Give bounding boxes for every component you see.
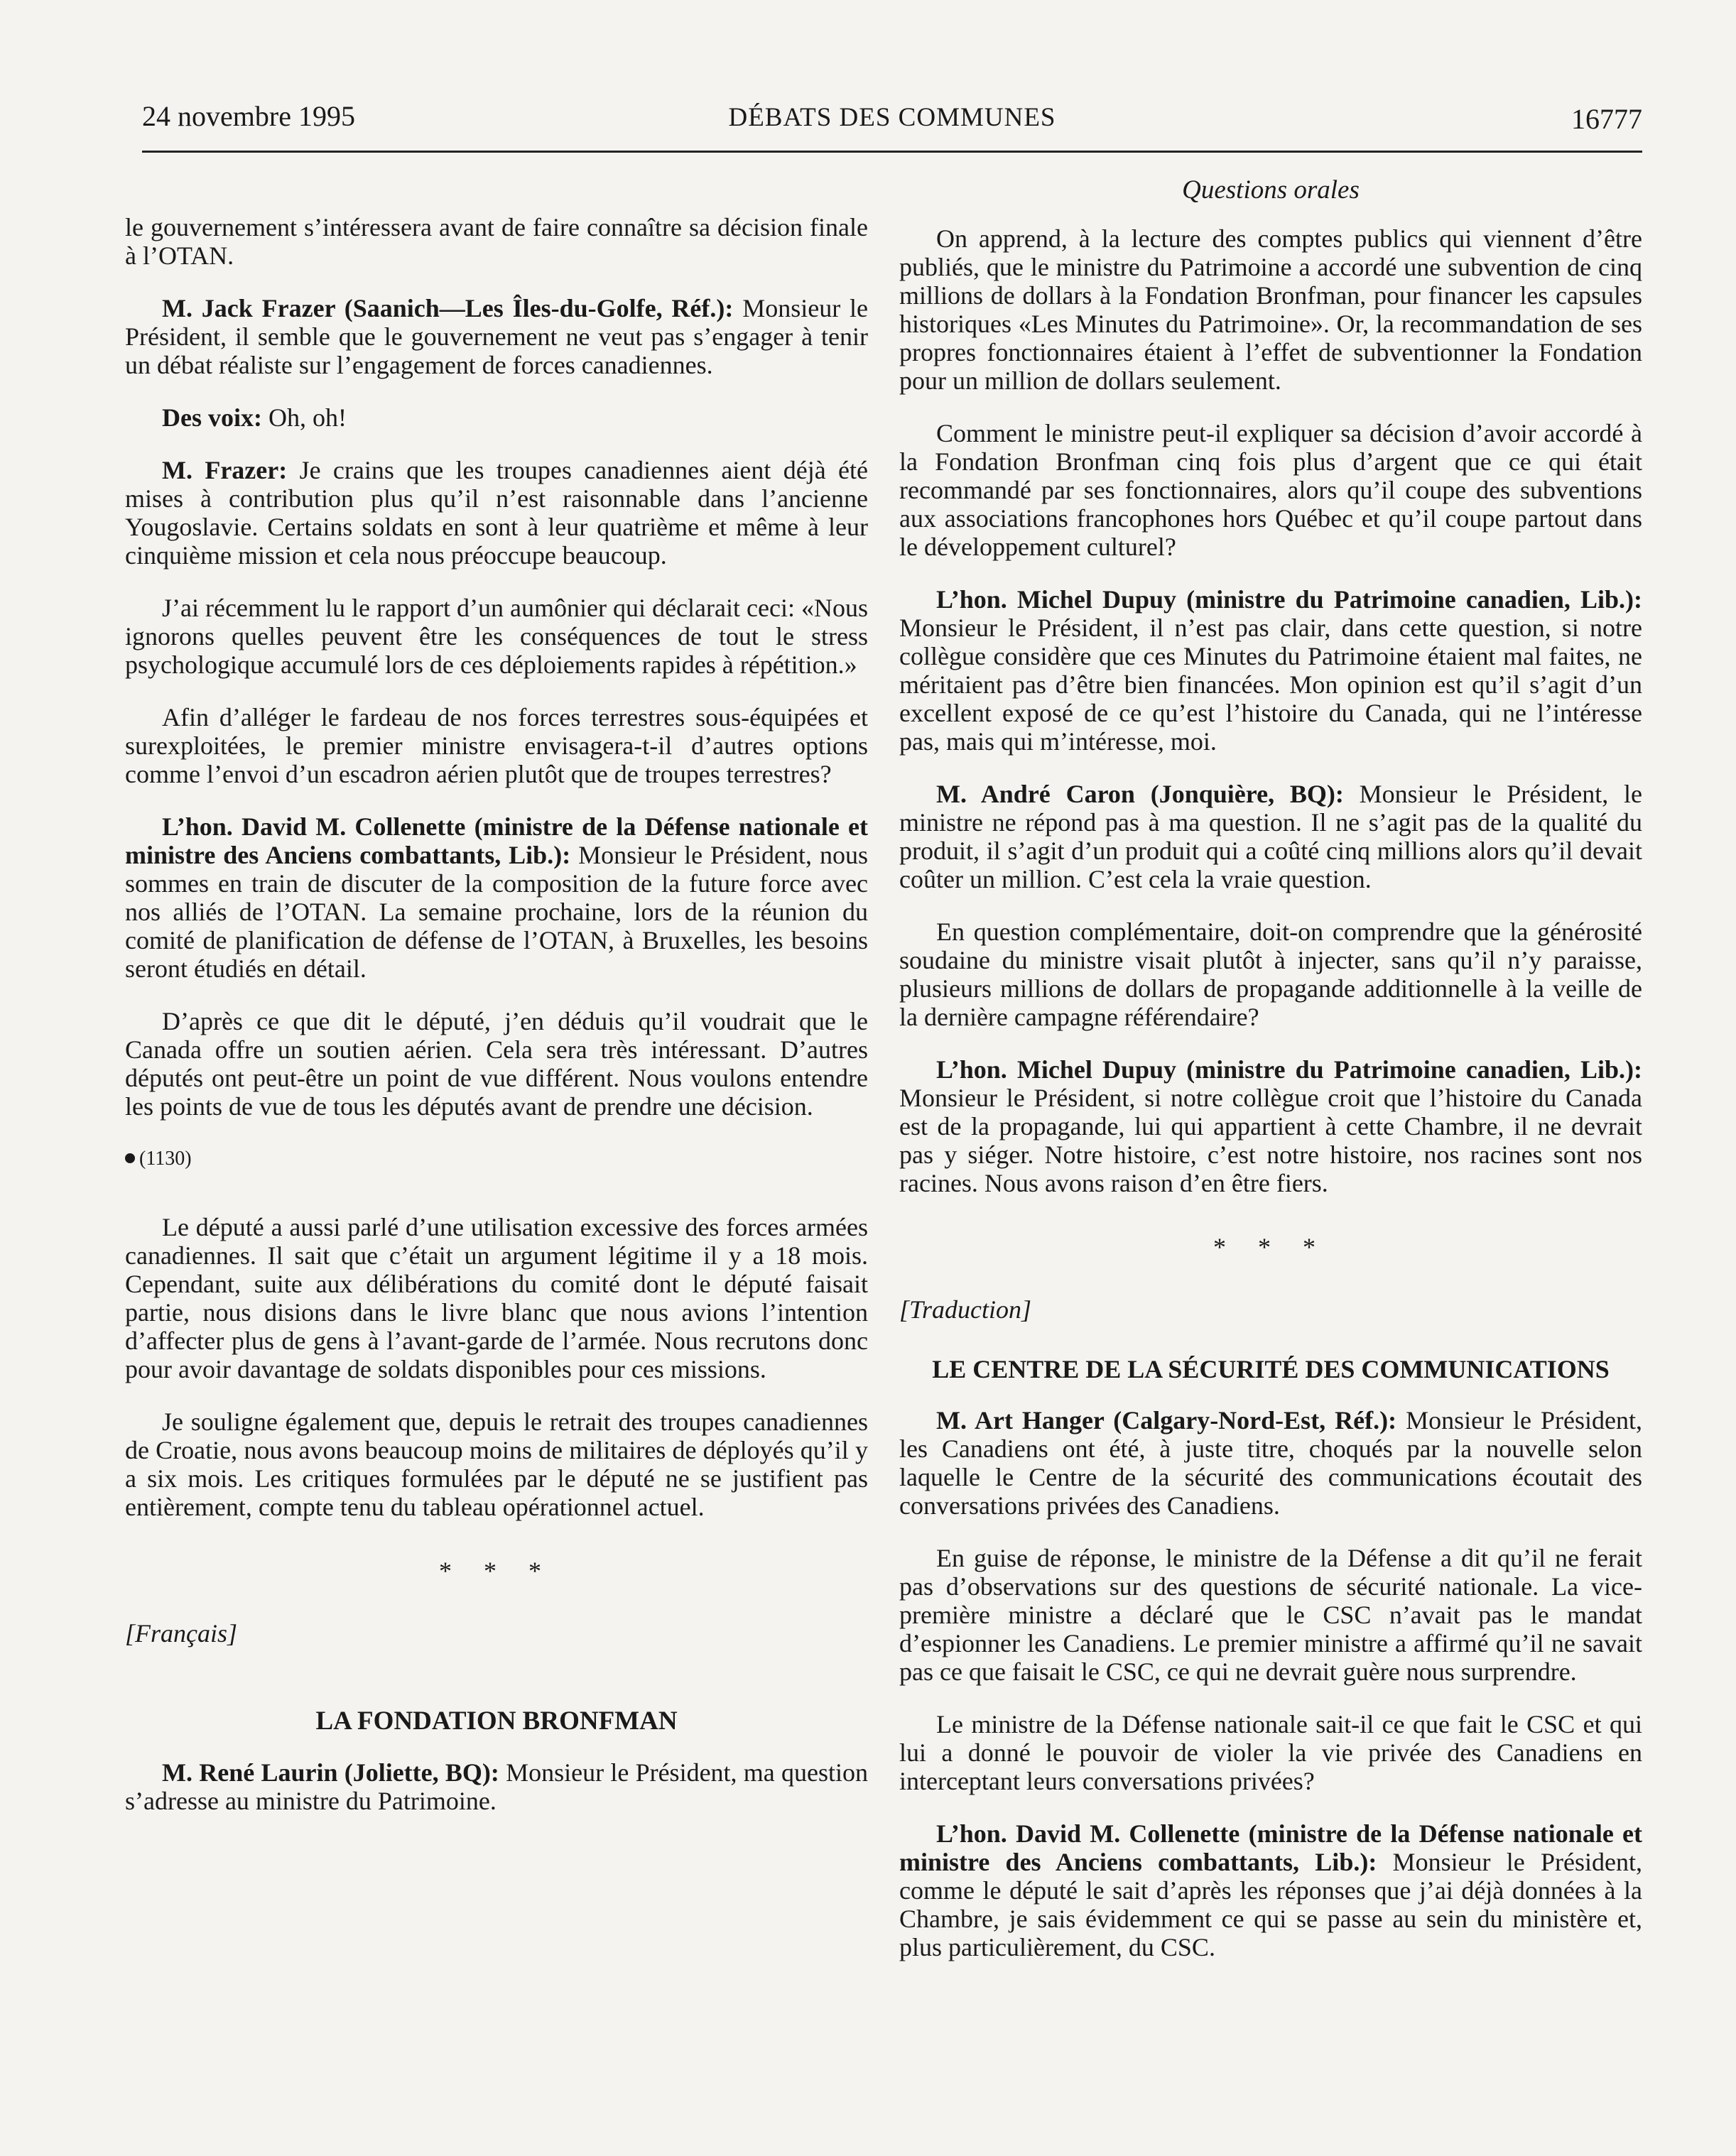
paragraph: Afin d’alléger le fardeau de nos forces terrestres sous-équipées et surexploitées, le premier ministre envisagera-t-il d’autres options comme l’envoi d’un escadron aérien plutôt que de troupes terrestres? xyxy=(125,703,868,788)
time-marker xyxy=(125,1145,868,1173)
speaker-name: L’hon. David M. Collenette (ministre de la Défense nationale et ministre des Anciens combattants, Lib.): xyxy=(899,1819,1642,1876)
paragraph xyxy=(125,812,868,983)
speech-text: Monsieur le Président, comme le député le sait d’après les réponses que j’ai déjà données à la Chambre, je sais évidemment ce qui se passe au sein du ministère et, plus particulièrement, du CSC. xyxy=(899,1848,1642,1961)
paragraph xyxy=(125,403,868,432)
speaker-name: Des voix: xyxy=(162,403,262,432)
speaker-name: M. Frazer: xyxy=(162,456,288,484)
paragraph: Comment le ministre peut-il expliquer sa décision d’avoir accordé à la Fondation Bronfman cinq fois plus d’argent que ce qui était recommandé par ses fonctionnaires, alors qu’il coupe des subventions aux associations francophones hors Québec et qu’il coupe partout dans le développement culturel? xyxy=(899,419,1642,561)
speech-text: Monsieur le Président, si notre collègue croit que l’histoire du Canada est de la propagande, lui qui appartient à cette Chambre, il ne devrait pas y siéger. Notre histoire, c’est notre histoire, nos racines sont nos racines. Nous avons raison d’en être fiers. xyxy=(899,1084,1642,1197)
speaker-name: L’hon. Michel Dupuy (ministre du Patrimoine canadien, Lib.): xyxy=(936,1055,1642,1084)
paragraph xyxy=(899,1406,1642,1520)
paragraph: En guise de réponse, le ministre de la Défense a dit qu’il ne ferait pas d’observations sur des questions de sécurité nationale. La vice-première ministre a déclaré que le CSC n’avait pas le mandat d’espionner les Canadiens. Le premier ministre a affirmé qu’il ne savait pas ce que faisait le CSC, ce qui ne devrait guère nous surprendre. xyxy=(899,1544,1642,1686)
paragraph xyxy=(125,294,868,379)
speaker-name: L’hon. Michel Dupuy (ministre du Patrimoine canadien, Lib.): xyxy=(936,585,1642,614)
paragraph: On apprend, à la lecture des comptes publics qui viennent d’être publiés, que le ministre du Patrimoine a accordé une subvention de cinq millions de dollars à la Fondation Bronfman, pour financer les capsules historiques «Les Minutes du Patrimoine». Or, la recommandation de ses propres fonctionnaires étaient à l’effet de subventionner la Fondation pour un million de dollars seulement. xyxy=(899,224,1642,395)
speech-text: Monsieur le Président, il semble que le gouvernement ne veut pas s’engager à tenir un débat réaliste sur l’engagement de forces canadiennes. xyxy=(125,294,869,379)
paragraph xyxy=(125,1758,868,1815)
paragraph: D’après ce que dit le député, j’en déduis qu’il voudrait que le Canada offre un soutien aérien. Cela sera très intéressant. D’autres députés ont peut-être un point de vue différent. Nous voulons entendre les points de vue de tous les députés avant de prendre une décision. xyxy=(125,1007,868,1121)
section-heading: LA FONDATION BRONFMAN xyxy=(315,1706,678,1736)
speech-text: Oh, oh! xyxy=(261,403,347,432)
paragraph xyxy=(899,585,1642,756)
header-publication: DÉBATS DES COMMUNES xyxy=(728,103,1056,132)
paragraph: Le ministre de la Défense nationale sait-il ce que fait le CSC et qui lui a donné le pouvoir de violer la vie privée des Canadiens en interceptant leurs conversations privées? xyxy=(899,1710,1642,1795)
paragraph: Le député a aussi parlé d’une utilisation excessive des forces armées canadiennes. Il sait que c’était un argument légitime il y a 18 mois. Cependant, suite aux délibérations du comité dont le député faisait partie, nous disions dans le livre blanc que nous avions l’intention d’affecter plus de gens à l’avant-garde de l’armée. Nous recrutons donc pour avoir davantage de soldats disponibles pour ces missions. xyxy=(125,1213,868,1383)
speech-text: Je crains que les troupes canadiennes aient déjà été mises à contribution plus qu’il n’est raisonnable dans l’ancienne Yougoslavie. Certains soldats en sont à leur quatrième et même à leur cinquième mission et cela nous préoccupe beaucoup. xyxy=(125,456,868,570)
time-marker-text: (1130) xyxy=(139,1148,192,1170)
speech-text: Monsieur le Président, ma question s’adresse au ministre du Patrimoine. xyxy=(125,1758,869,1815)
speaker-name: M. Jack Frazer (Saanich—Les Îles-du-Golfe, Réf.): xyxy=(162,294,734,322)
section-separator: * * * xyxy=(1213,1233,1328,1261)
section-separator: * * * xyxy=(439,1557,554,1585)
bullet-icon xyxy=(125,1153,135,1163)
paragraph xyxy=(899,780,1642,893)
paragraph xyxy=(125,456,868,570)
right-column xyxy=(899,176,1642,1986)
speech-text: Monsieur le Président, il n’est pas clair, dans cette question, si notre collègue considère que ces Minutes du Patrimoine étaient mal faites, ne méritaient pas d’être bien financées. Mon opinion est qu’il s’agit d’un excellent exposé de ce qu’est l’histoire du Canada, qui ne l’intéresse pas, mais qui m’intéresse, moi. xyxy=(899,614,1642,756)
speech-text: Monsieur le Président, les Canadiens ont été, à juste titre, choqués par la nouvelle selon laquelle le Centre de la sécurité des communications écoutait des conversations privées des Canadiens. xyxy=(899,1406,1642,1520)
header-date: 24 novembre 1995 xyxy=(142,100,355,132)
section-heading: LE CENTRE DE LA SÉCURITÉ DES COMMUNICATIONS xyxy=(932,1355,1610,1383)
header-rule xyxy=(142,151,1642,153)
speaker-name: M. Art Hanger (Calgary-Nord-Est, Réf.): xyxy=(936,1406,1397,1434)
section-label: Questions orales xyxy=(1182,175,1360,205)
speaker-name: M. René Laurin (Joliette, BQ): xyxy=(162,1758,499,1787)
paragraph xyxy=(899,1819,1642,1961)
language-tag: [Français] xyxy=(125,1619,238,1648)
speech-text: Monsieur le Président, le ministre ne répond pas à ma question. Il ne s’agit pas de la qualité du produit, il s’agit d’un produit qui a coûté cinq millions alors qu’il devait coûter un million. C’est cela la vraie question. xyxy=(899,780,1642,893)
speaker-name: M. André Caron (Jonquière, BQ): xyxy=(936,780,1344,808)
language-tag: [Traduction] xyxy=(899,1295,1032,1324)
paragraph: En question complémentaire, doit-on comprendre que la générosité soudaine du ministre visait plutôt à injecter, sans qu’il n’y paraisse, plusieurs millions de dollars de propagande additionnelle à la veille de la dernière campagne référendaire? xyxy=(899,918,1642,1031)
paragraph: le gouvernement s’intéressera avant de faire connaître sa décision finale à l’OTAN. xyxy=(125,213,868,270)
paragraph: Je souligne également que, depuis le retrait des troupes canadiennes de Croatie, nous avons beaucoup moins de militaires de déployés qu’il y a six mois. Les critiques formulées par le député ne se justifient pas entièrement, compte tenu du tableau opérationnel actuel. xyxy=(125,1408,868,1521)
paragraph xyxy=(899,1055,1642,1197)
header-page-number: 16777 xyxy=(1571,103,1642,135)
left-column xyxy=(125,213,868,1839)
page-header xyxy=(142,92,1642,142)
speaker-name: L’hon. David M. Collenette (ministre de la Défense nationale et ministre des Anciens combattants, Lib.): xyxy=(125,812,868,869)
speech-text: Monsieur le Président, nous sommes en train de discuter de la composition de la future force avec nos alliés de l’OTAN. La semaine prochaine, lors de la réunion du comité de planification de défense de l’OTAN, à Bruxelles, les besoins seront étudiés en détail. xyxy=(125,841,868,983)
paragraph: J’ai récemment lu le rapport d’un aumônier qui déclarait ceci: «Nous ignorons quelles peuvent être les conséquences de tout le stress psychologique accumulé lors de ces déploiements rapides à répétition.» xyxy=(125,594,868,679)
